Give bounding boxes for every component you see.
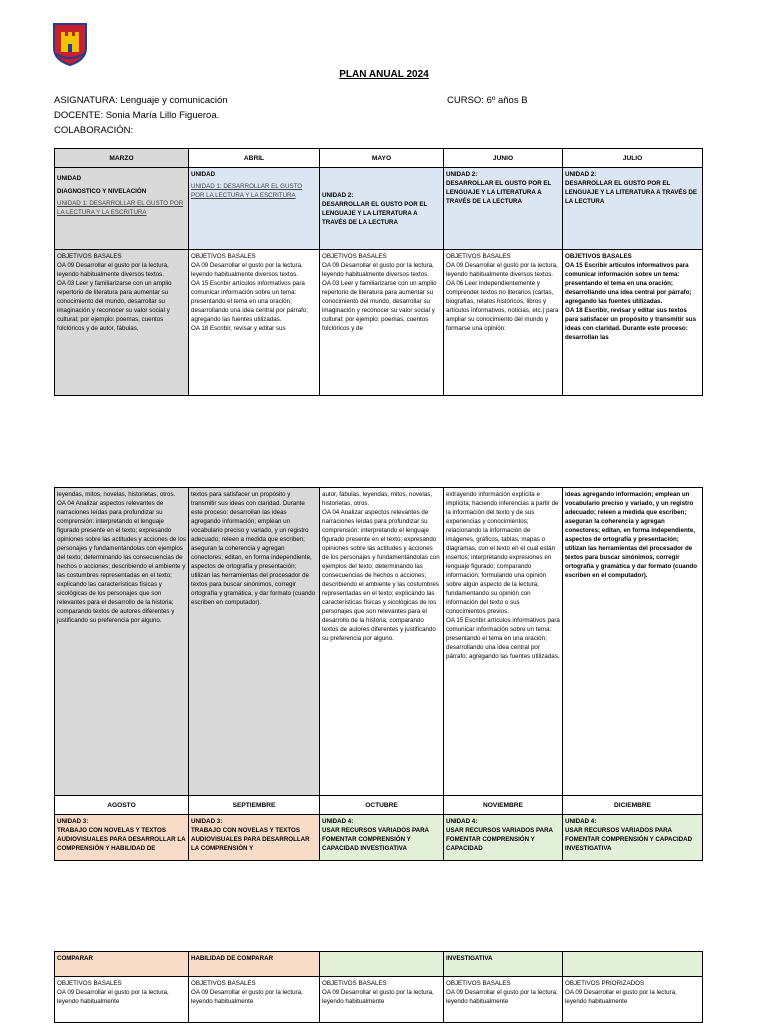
unit-title: UNIDAD 2: DESARROLLAR EL GUSTO POR EL LENGUAJE Y LA LITERATURA A TRAVÉS DE LA LECTURA	[565, 171, 698, 205]
unit-cell-marzo	[55, 168, 189, 250]
unit-cont-agosto	[55, 952, 189, 977]
objectives-cell-abril	[189, 250, 320, 396]
unit-title: UNIDAD 2: DESARROLLAR EL GUSTO POR EL LENGUAJE Y LA LITERATURA A TRAVÉS DE LA LECTURA	[322, 191, 428, 226]
objectives-text: OBJETIVOS BASALES OA 15 Escribir artículos informativos para comunicar información sobre un tema: presentando el tema en una oración; desarrollando una idea central por párrafo; agregando las fuentes utilizadas. OA 18 Escribir, revisar y editar sus textos para satisfacer un propósito y transmitir sus ideas con claridad. Durante este proceso: desarrollan las	[565, 253, 697, 341]
plan-table-continuation	[54, 487, 703, 861]
unit-cell-noviembre	[444, 815, 563, 861]
objectives-cont-junio	[444, 488, 563, 796]
objectives-cell-septiembre	[189, 977, 320, 1023]
objectives-text: OBJETIVOS BASALES OA 09 Desarrollar el gusto por la lectura, leyendo habitualmente diversos textos. OA 06 Leer independientemente y comprender textos no literarios (cartas, biografías, relatos históricos, libros y artículos informativos, noticias, etc.) para ampliar su conocimiento del mundo y formarse una opinión:	[446, 253, 559, 332]
objectives-cell-octubre	[320, 977, 444, 1023]
objectives-text: OBJETIVOS BASALES OA 09 Desarrollar el gusto por la lectura, leyendo habitualmente diversos textos. OA 03 Leer y familiarizarse con un amplio repertorio de literatura para aumentar su conocimiento del mundo, desarrollar su imaginación y reconocer su valor social y cultural; por ejemplo: poemas, cuentos folclóricos y de autor, fábulas,	[57, 253, 172, 332]
objectives-cont-abril	[189, 488, 320, 796]
unit-cell-septiembre	[189, 815, 320, 861]
objectives-cont-mayo	[320, 488, 444, 796]
objectives-cell-marzo	[55, 250, 189, 396]
plan-table-first-semester	[54, 148, 703, 396]
unit-title: UNIDAD 4: USAR RECURSOS VARIADOS PARA FOMENTAR COMPRENSIÓN Y CAPACIDAD INVESTIGATIVA	[565, 818, 693, 852]
month-header-octubre: OCTUBRE	[320, 796, 444, 815]
objectives-text: OBJETIVOS BASALES OA 09 Desarrollar el gusto por la lectura, leyendo habitualmente	[57, 980, 169, 1005]
unit-cell-diciembre	[563, 815, 703, 861]
objectives-text: OBJETIVOS BASALES OA 09 Desarrollar el gusto por la lectura, leyendo habitualmente diversos textos. OA 15 Escribir artículos informativos para comunicar información sobre un tema: presentando el tema en una oración; desarrollando una idea central por párrafo; agregando las fuentes utilizadas. OA 18 Escribir, revisar y editar sus	[191, 253, 308, 332]
school-crest-logo	[52, 22, 88, 66]
unit-title: HABILIDAD DE COMPARAR	[191, 955, 274, 962]
unit-title: UNIDAD 1: DESARROLLAR EL GUSTO POR LA LECTURA Y LA ESCRITURA	[191, 183, 303, 199]
unit-title: UNIDAD 4: USAR RECURSOS VARIADOS PARA FOMENTAR COMPRENSIÓN Y CAPACIDAD	[446, 818, 553, 852]
month-header-julio: JULIO	[563, 149, 703, 168]
unit-cont-diciembre	[563, 952, 703, 977]
teacher-line: DOCENTE: Sonia María Lillo Figueroa.	[54, 110, 220, 121]
objectives-cell-junio	[444, 250, 563, 396]
unit-label: UNIDAD	[191, 171, 216, 178]
unit-cell-junio	[444, 168, 563, 250]
unit-subtitle: UNIDAD 1: DESARROLLAR EL GUSTO POR LA LECTURA Y LA ESCRITURA	[57, 200, 184, 216]
subject-line: ASIGNATURA: Lenguaje y comunicación	[54, 95, 228, 106]
unit-cell-julio	[563, 168, 703, 250]
unit-title: UNIDAD 2: DESARROLLAR EL GUSTO POR EL LENGUAJE Y LA LITERATURA A TRAVÉS DE LA LECTURA	[446, 171, 552, 205]
unit-cell-agosto	[55, 815, 189, 861]
plan-table-second-semester	[54, 951, 703, 1023]
unit-cell-abril	[189, 168, 320, 250]
month-header-mayo: MAYO	[320, 149, 444, 168]
objectives-text: OBJETIVOS PRIORIZADOS OA 09 Desarrollar el gusto por la lectura, leyendo habitualmente	[565, 980, 677, 1005]
unit-title: COMPARAR	[57, 955, 93, 962]
objectives-text: OBJETIVOS BASALES OA 09 Desarrollar el gusto por la lectura, leyendo habitualmente diversos textos. OA 03 Leer y familiarizarse con un amplio repertorio de literatura para aumentar su conocimiento del mundo, desarrollar su imaginación y reconocer su valor social y cultural; por ejemplo: poemas, cuentos folclóricos y de	[322, 253, 437, 332]
objectives-cell-agosto	[55, 977, 189, 1023]
month-header-noviembre: NOVIEMBRE	[444, 796, 563, 815]
unit-cont-noviembre	[444, 952, 563, 977]
month-header-septiembre: SEPTIEMBRE	[189, 796, 320, 815]
unit-cell-mayo	[320, 168, 444, 250]
unit-title: UNIDAD 4: USAR RECURSOS VARIADOS PARA FOMENTAR COMPRENSIÓN Y CAPACIDAD INVESTIGATIVA	[322, 818, 429, 852]
objectives-text: OBJETIVOS BASALES OA 09 Desarrollar el gusto por la lectura, leyendo habitualmente	[191, 980, 303, 1005]
objectives-text: leyendas, mitos, novelas, historietas, otros. OA 04 Analizar aspectos relevantes de narraciones leídas para profundizar su comprensión: interpretando el lenguaje figurado presente en el texto; expresando opiniones sobre las actitudes y acciones de los personajes y fundamentándolas con ejemplos del texto; determinando las consecuencias de hechos o acciones; describiendo el ambiente y las costumbres representadas en el texto; explicando las características físicas y sicológicas de los personajes que son relevantes para el desarrollo de la historia; comparando textos de autores diferentes y justificando su preferencia por alguno.	[57, 491, 186, 624]
objectives-text: autor, fábulas, leyendas, mitos, novelas, historietas, otros. OA 04 Analizar aspectos relevantes de narraciones leídas para profundizar su comprensión: interpretando el lenguaje figurado presente en el texto; expresando opiniones sobre las actitudes y acciones de los personajes y fundamentándolas con ejemplos del texto; determinando las consecuencias de hechos o acciones; describiendo el ambiente y las costumbres representadas en el texto; explicando las características físicas y sicológicas de los personajes que son relevantes para el desarrollo de la historia; comparando textos de autores diferentes y justificando su preferencia por alguno.	[322, 491, 440, 642]
month-header-diciembre: DICIEMBRE	[563, 796, 703, 815]
objectives-text: textos para satisfacer un propósito y transmitir sus ideas con claridad. Durante este proceso: desarrollan las ideas agregando información; emplean un vocabulario preciso y variado, y un registro adecuado; releen a medida que escriben; aseguran la coherencia y agregan conectores; editan, en forma independiente, aspectos de ortografía y presentación; utilizan las herramientas del procesador de textos para buscar sinónimos, corregir ortografía y gramática, y dar formato (cuando escriben en computador).	[191, 491, 316, 606]
month-header-abril: ABRIL	[189, 149, 320, 168]
objectives-cell-julio	[563, 250, 703, 396]
course-line: CURSO: 6º años B	[447, 95, 528, 106]
objectives-cell-noviembre	[444, 977, 563, 1023]
unit-title: UNIDAD 3: TRABAJO CON NOVELAS Y TEXTOS AUDIOVISUALES PARA DESARROLLAR LA COMPRENSIÓN Y	[191, 818, 310, 852]
unit-cont-octubre	[320, 952, 444, 977]
objectives-text: OBJETIVOS BASALES OA 09 Desarrollar el gusto por la lectura, leyendo habitualmente	[446, 980, 558, 1005]
month-header-agosto: AGOSTO	[55, 796, 189, 815]
unit-title: DIAGNOSTICO Y NIVELACIÓN	[57, 188, 147, 195]
unit-label: UNIDAD	[57, 175, 82, 182]
page-title: PLAN ANUAL 2024	[339, 69, 429, 80]
unit-cont-septiembre	[189, 952, 320, 977]
objectives-cell-diciembre	[563, 977, 703, 1023]
unit-cell-octubre	[320, 815, 444, 861]
objectives-text: OBJETIVOS BASALES OA 09 Desarrollar el gusto por la lectura, leyendo habitualmente	[322, 980, 434, 1005]
objectives-cont-julio	[563, 488, 703, 796]
month-header-marzo: MARZO	[55, 149, 189, 168]
unit-title: INVESTIGATIVA	[446, 955, 493, 962]
objectives-text: extrayendo información explícita e implícita; haciendo inferencias a partir de la información del texto y de sus experiencias y conocimientos; relacionando la información de imágenes, gráficos, tablas, mapas o diagramas, con el texto en el cual están insertos; interpretando expresiones en lenguaje figurado; comparando información; formulando una opinión sobre algún aspecto de la lectura; fundamentando su opinión con información del texto o sus conocimientos previos. OA 15 Escribir artículos informativos para comunicar información sobre un tema: presentando el tema en una oración; desarrollando una idea central por párrafo; agregando las fuentes utilizadas.	[446, 491, 560, 660]
collaboration-line: COLABORACIÓN:	[54, 125, 134, 136]
month-header-junio: JUNIO	[444, 149, 563, 168]
objectives-cell-mayo	[320, 250, 444, 396]
unit-title: UNIDAD 3: TRABAJO CON NOVELAS Y TEXTOS AUDIOVISUALES PARA DESARROLLAR LA COMPRENSIÓN Y HABILIDAD DE	[57, 818, 186, 852]
objectives-cont-marzo	[55, 488, 189, 796]
objectives-text: ideas agregando información; emplean un vocabulario preciso y variado, y un registro adecuado; releen a medida que escriben; aseguran la coherencia y agregan conectores; editan, en forma independiente, aspectos de ortografía y presentación; utilizan las herramientas del procesador de textos para buscar sinónimos, corregir ortografía y gramática y dar formato (cuando escriben en el computador).	[565, 491, 698, 579]
